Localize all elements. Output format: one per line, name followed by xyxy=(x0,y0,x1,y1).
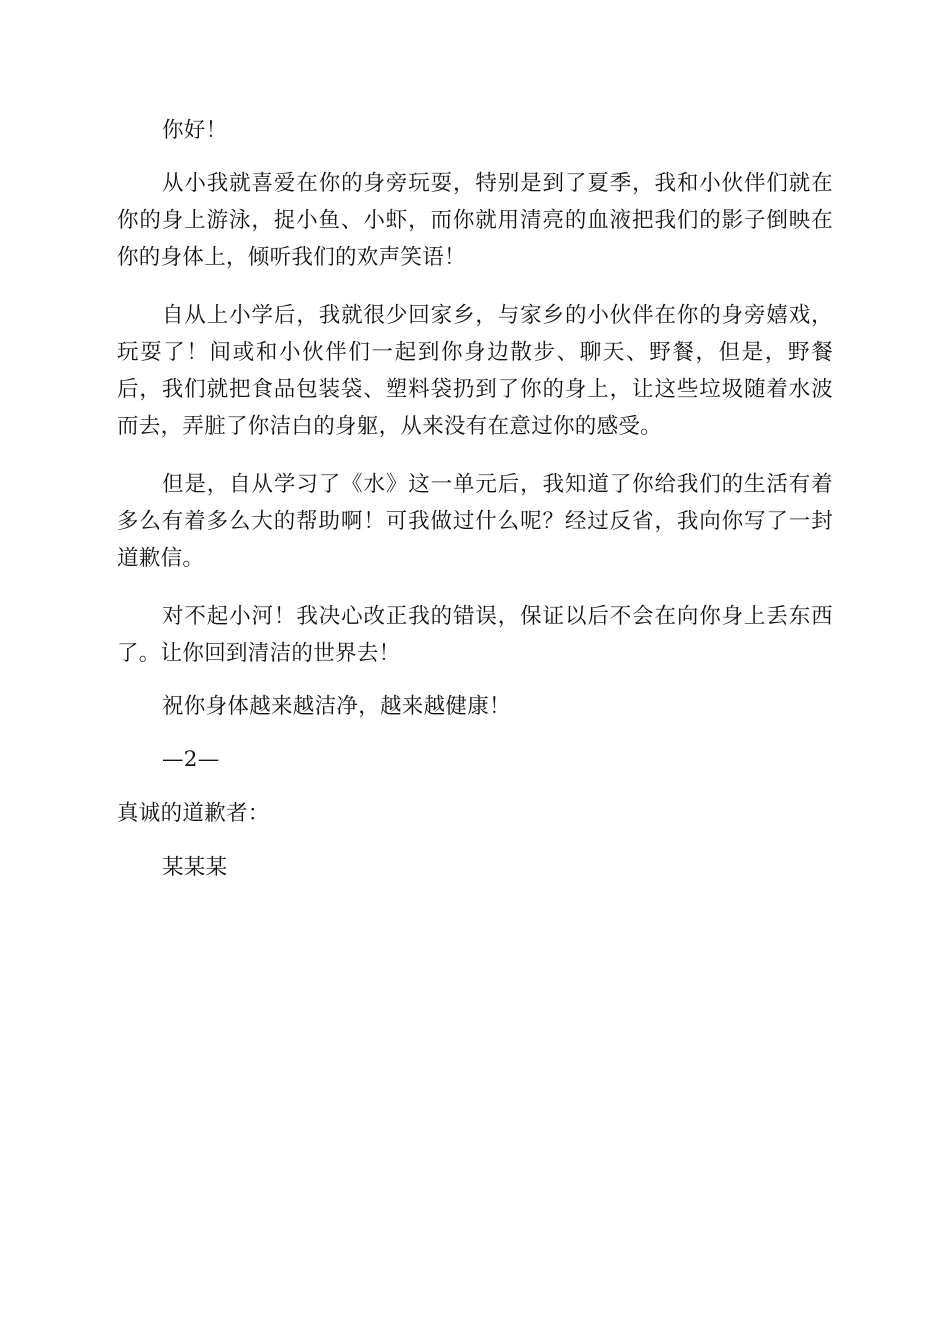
paragraph-3: 但是，自从学习了《水》这一单元后，我知道了你给我们的生活有着多么有着多么大的帮助啊！可我做过什么呢？经过反省，我向你写了一封道歉信。 xyxy=(117,472,833,571)
paragraph-2: 自从上小学后，我就很少回家乡，与家乡的小伙伴在你的身旁嬉戏，玩耍了！间或和小伙伴们一起到你身边散步、聊天、野餐，但是，野餐后，我们就把食品包装袋、塑料袋扔到了你的身上，让这些垃圾随着水波而去，弄脏了你洁白的身躯，从来没有在意过你的感受。 xyxy=(117,303,833,439)
signoff: 真诚的道歉者： xyxy=(117,801,270,826)
paragraph-1: 从小我就喜爱在你的身旁玩耍，特别是到了夏季，我和小伙伴们就在你的身上游泳，捉小鱼、小虾，而你就用清亮的血液把我们的影子倒映在你的身体上，倾听我们的欢声笑语！ xyxy=(117,171,833,270)
paragraph-5: 祝你身体越来越洁净，越来越健康！ xyxy=(162,694,511,719)
signature: 某某某 xyxy=(162,855,228,880)
greeting: 你好！ xyxy=(162,118,228,143)
page-number: —2— xyxy=(162,747,220,772)
paragraph-4: 对不起小河！我决心改正我的错误，保证以后不会在向你身上丢东西了。让你回到清洁的世界去！ xyxy=(117,604,833,666)
